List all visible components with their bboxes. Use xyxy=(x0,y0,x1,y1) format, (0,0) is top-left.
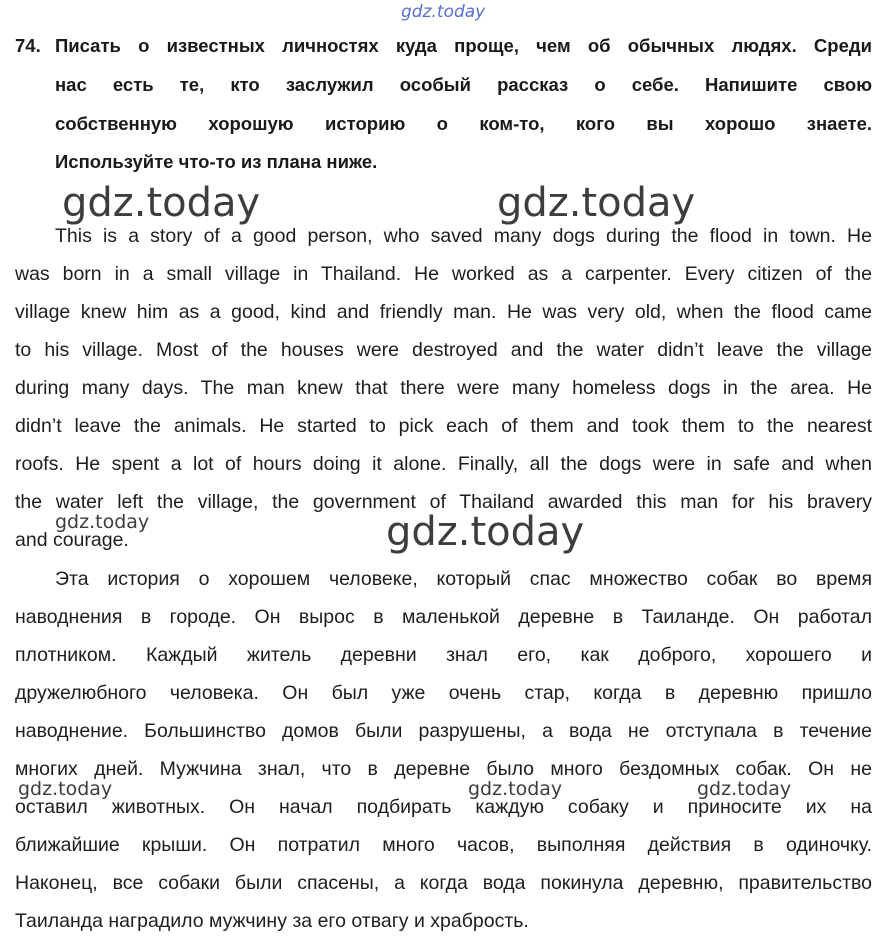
task-line-1 xyxy=(15,34,872,58)
russian-line: ближайшие крыши. Он потратил много часов, выполняя действия в одиночку. xyxy=(15,834,872,856)
task-line-2 xyxy=(15,73,872,97)
russian-line: плотником. Каждый житель деревни знал его, как доброго, хорошего и xyxy=(15,644,872,666)
task-line-4 xyxy=(15,150,872,174)
english-line: was born in a small village in Thailand. He worked as a carpenter. Every citizen of the xyxy=(15,263,872,285)
russian-line: многих дней. Мужчина знал, что в деревне было много бездомных собак. Он не xyxy=(15,758,872,780)
watermark: gdz.today xyxy=(18,778,113,800)
watermark-top: gdz.today xyxy=(401,2,486,22)
russian-line: наводнение. Большинство домов были разрушены, а вода не отступала в течение xyxy=(15,720,872,742)
russian-line: Таиланда наградило мужчину за его отвагу и храбрость. xyxy=(15,910,529,932)
english-line: to his village. Most of the houses were destroyed and the water didn’t leave the village xyxy=(15,339,872,361)
task-text: Используйте что-то из плана ниже. xyxy=(55,151,378,172)
russian-line: оставил животных. Он начал подбирать каждую собаку и приносите их на xyxy=(15,796,872,818)
task-text: нас есть те, кто заслужил особый рассказ о себе. Напишите свою xyxy=(55,74,872,95)
english-line: the water left the village, the government of Thailand awarded this man for his bravery xyxy=(15,491,872,513)
english-line: during many days. The man knew that there were many homeless dogs in the area. He xyxy=(15,377,872,399)
watermark: gdz.today xyxy=(697,778,792,800)
watermark: gdz.today xyxy=(386,509,585,555)
watermark: gdz.today xyxy=(497,180,696,226)
english-line: and courage. xyxy=(15,529,129,551)
english-line: roofs. He spent a lot of hours doing it alone. Finally, all the dogs were in safe and when xyxy=(15,453,872,475)
russian-line: наводнения в городе. Он вырос в маленькой деревне в Таиланде. Он работал xyxy=(15,606,872,628)
task-line-3 xyxy=(15,112,872,136)
russian-line: Эта история о хорошем человеке, который спас множество собак во время xyxy=(55,568,872,590)
russian-line: Наконец, все собаки были спасены, а когда вода покинула деревню, правительство xyxy=(15,872,872,894)
watermark: gdz.today xyxy=(468,778,563,800)
watermark: gdz.today xyxy=(55,511,150,533)
english-line: village knew him as a good, kind and friendly man. He was very old, when the flood came xyxy=(15,301,872,323)
english-line: didn’t leave the animals. He started to pick each of them and took them to the nearest xyxy=(15,415,872,437)
english-line: This is a story of a good person, who saved many dogs during the flood in town. He xyxy=(55,225,872,247)
task-number: 74. xyxy=(15,35,41,56)
task-text: Писать о известных личностях куда проще, чем об обычных людях. Среди xyxy=(55,35,872,56)
watermark: gdz.today xyxy=(62,180,261,226)
russian-line: дружелюбного человека. Он был уже очень стар, когда в деревню пришло xyxy=(15,682,872,704)
task-text: собственную хорошую историю о ком-то, кого вы хорошо знаете. xyxy=(55,113,872,134)
